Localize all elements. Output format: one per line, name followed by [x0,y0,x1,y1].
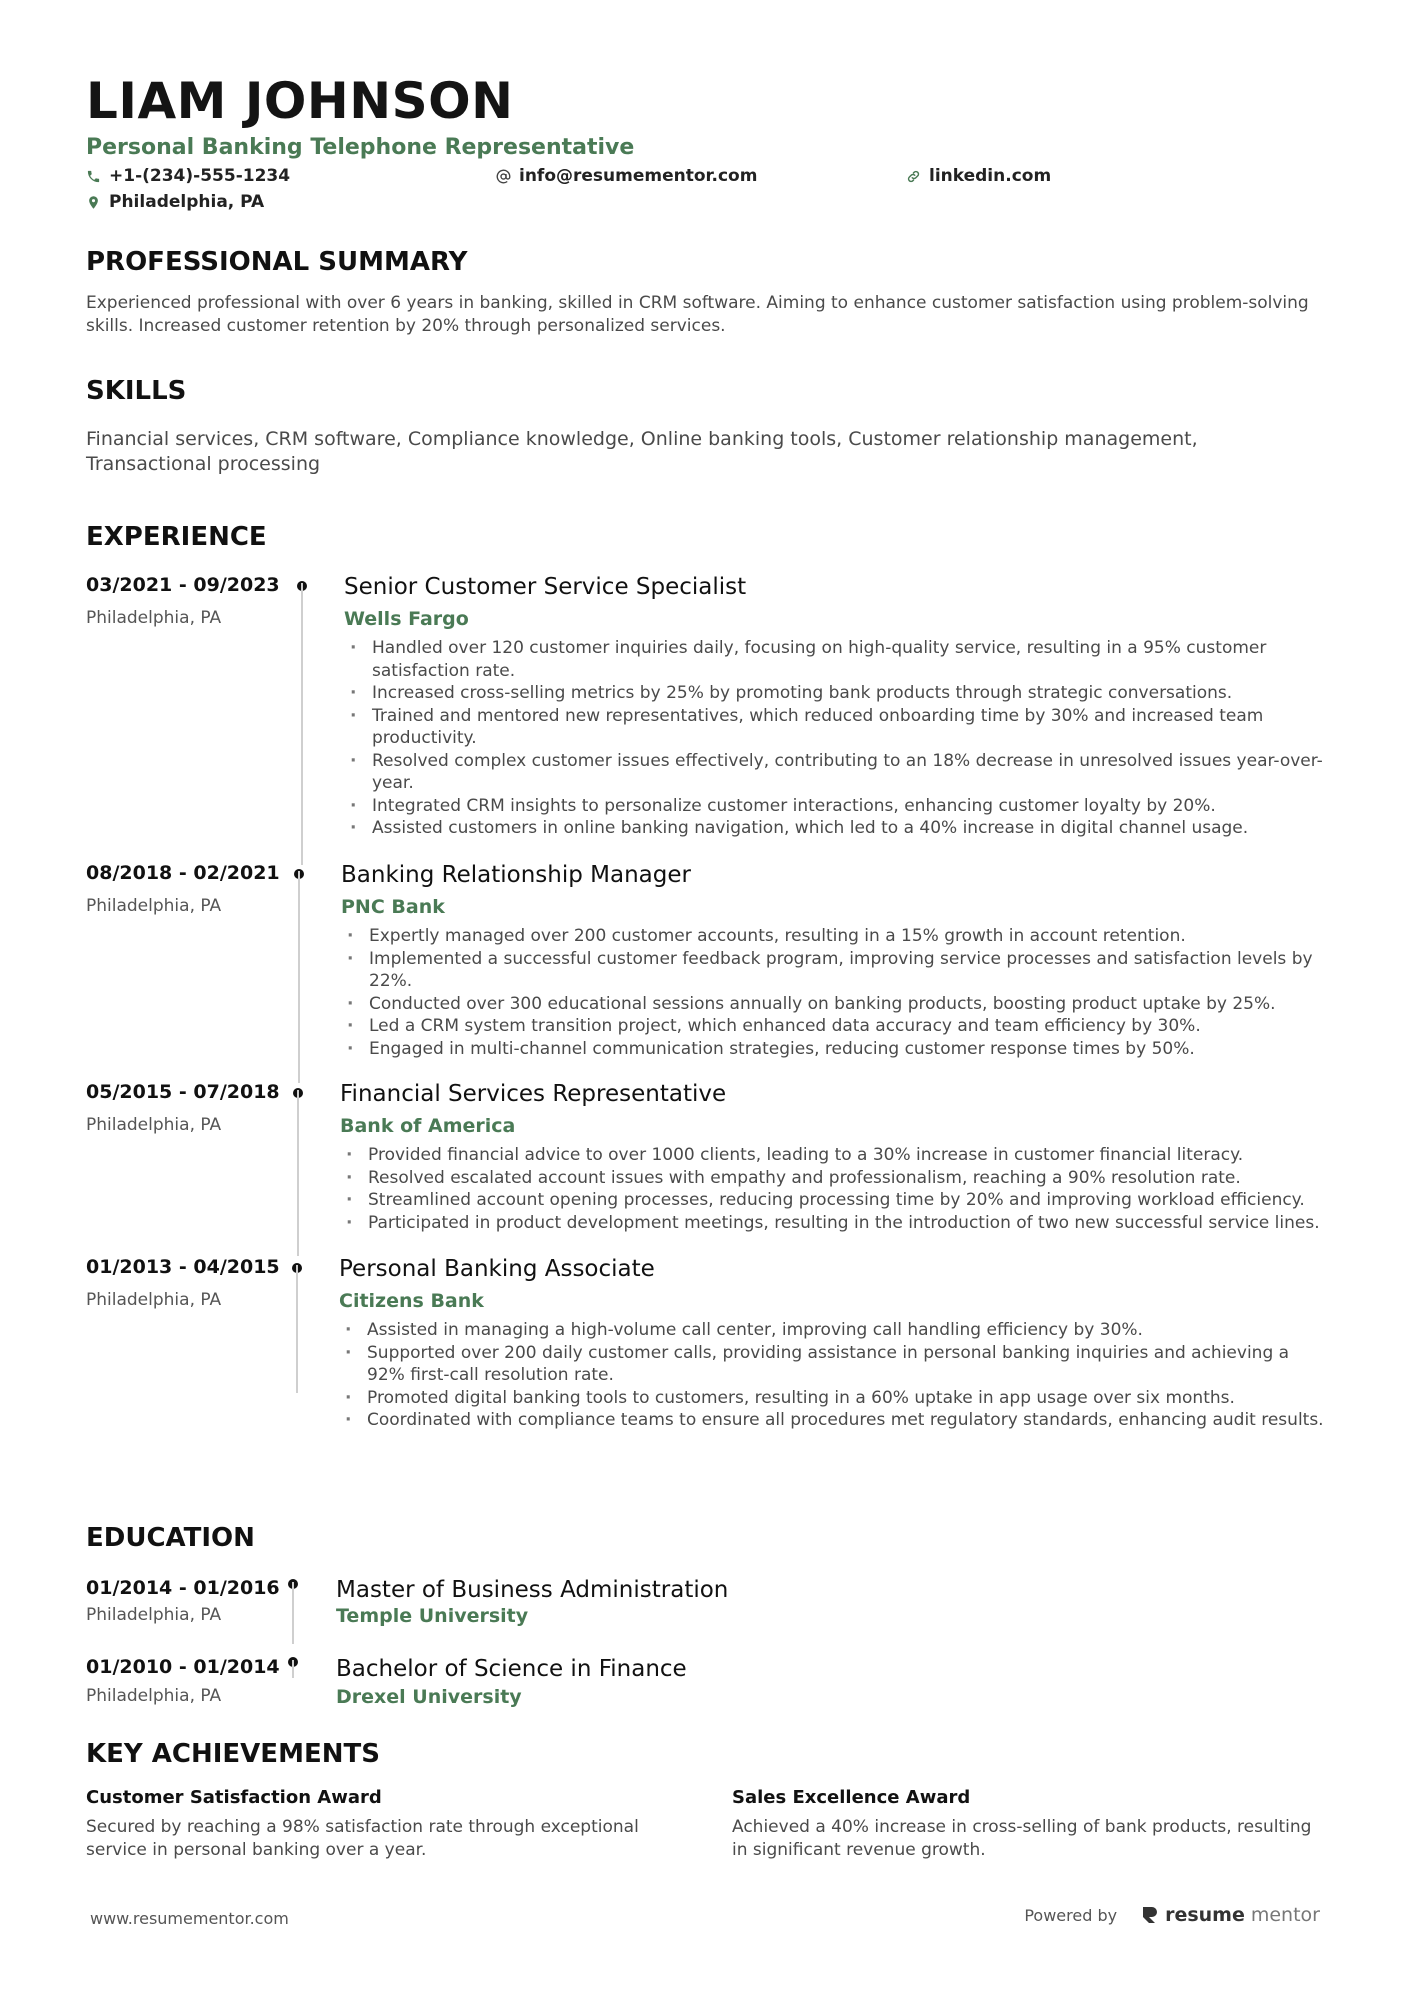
job-bullet: · Increased cross-selling metrics by 25% by promoting bank products through strategic conversations. [344,682,1334,705]
job-bullet: · Implemented a successful customer feedback program, improving service processes and satisfaction levels by 22%. [341,948,1331,993]
job-bullet: · Conducted over 300 educational sessions annually on banking products, boosting product uptake by 25%. [341,993,1331,1016]
timeline-line [292,1582,294,1644]
job-role: Banking Relationship Manager [341,862,691,888]
achievement-title: Sales Excellence Award [732,1787,971,1808]
timeline-line [292,1660,294,1678]
job-bullet: · Coordinated with compliance teams to ensure all procedures met regulatory standards, enhancing audit results. [339,1409,1329,1432]
job-title: Personal Banking Telephone Representative [86,135,635,160]
job-company: Bank of America [340,1115,516,1137]
job-bullet: · Engaged in multi-channel communication strategies, reducing customer response times by 50%. [341,1038,1331,1061]
job-location: Philadelphia, PA [86,896,222,916]
job-location: Philadelphia, PA [86,1290,222,1310]
education-degree: Bachelor of Science in Finance [336,1656,687,1682]
job-company: Wells Fargo [344,608,469,630]
achievements-section [86,1738,1326,1860]
job-role: Personal Banking Associate [339,1256,655,1282]
education-dates: 01/2014 - 01/2016 [86,1577,280,1599]
job-meta [86,573,286,629]
job-bullet: · Resolved escalated account issues with empathy and professionalism, reaching a 90% resolution rate. [340,1167,1330,1190]
education-details [336,1655,1326,1709]
job-bullets [340,1144,1330,1234]
contact-phone[interactable] [86,166,290,186]
contact-email[interactable] [496,166,757,186]
summary-heading: PROFESSIONAL SUMMARY [86,247,468,277]
powered-by-label: Powered by [1024,1905,1118,1925]
job-meta [86,1255,286,1311]
brand-logo[interactable] [1141,1904,1320,1926]
summary-section [86,246,1326,338]
contact-location [86,192,264,212]
timeline-line [297,1090,299,1256]
education-heading: EDUCATION [86,1523,255,1553]
job-bullet: · Supported over 200 daily customer calls, providing assistance in personal banking inquiries and achieving a 92% first-call resolution rate. [339,1342,1329,1387]
job-entry [86,1080,1326,1240]
job-bullet: · Led a CRM system transition project, which enhanced data accuracy and team efficiency by 30%. [341,1015,1331,1038]
job-dates: 03/2021 - 09/2023 [86,574,280,596]
job-details [344,573,1334,840]
achievement-desc: Secured by reaching a 98% satisfaction rate through exceptional service in personal banking over a year. [86,1817,639,1860]
contact-linkedin[interactable] [906,166,1051,186]
job-bullet: · Participated in product development meetings, resulting in the introduction of two new successful service lines. [340,1212,1330,1235]
location-text: Philadelphia, PA [109,192,265,212]
job-bullet: · Handled over 120 customer inquiries daily, focusing on high-quality service, resulting in a 95% customer satisfaction rate. [344,637,1334,682]
achievement-item [86,1786,666,1861]
achievement-item [732,1786,1326,1861]
footer-website[interactable]: www.resumementor.com [90,1909,289,1928]
skills-text: Financial services, CRM software, Compliance knowledge, Online banking tools, Customer relationship management, Transactional processing [86,428,1198,475]
job-bullet: · Resolved complex customer issues effectively, contributing to an 18% decrease in unresolved issues year-over-year. [344,750,1334,795]
education-meta [86,1655,286,1707]
candidate-name: LIAM JOHNSON [86,72,514,130]
education-section [86,1522,1326,1708]
job-bullet: · Integrated CRM insights to personalize customer interactions, enhancing customer loyalty by 20%. [344,795,1334,818]
experience-heading: EXPERIENCE [86,522,267,552]
education-entry [86,1655,1326,1715]
experience-section [86,521,1326,1430]
timeline-line [301,583,303,865]
job-dates: 08/2018 - 02/2021 [86,862,280,884]
job-entry [86,573,1326,843]
job-details [340,1080,1330,1234]
education-details [336,1576,1326,1628]
linkedin-text: linkedin.com [929,166,1052,186]
footer-branding [1024,1904,1320,1926]
education-location: Philadelphia, PA [86,1605,222,1625]
education-meta [86,1576,286,1626]
job-role: Senior Customer Service Specialist [344,574,747,600]
job-bullet: · Trained and mentored new representatives, which reduced onboarding time by 30% and increased team productivity. [344,705,1334,750]
brand-name-light: mentor [1250,1904,1320,1926]
job-location: Philadelphia, PA [86,1115,222,1135]
job-dates: 01/2013 - 04/2015 [86,1256,280,1278]
achievement-desc: Achieved a 40% increase in cross-selling of bank products, resulting in significant revenue growth. [732,1817,1312,1860]
job-company: PNC Bank [341,896,445,918]
email-text: info@resumementor.com [519,166,758,186]
link-icon [906,169,921,184]
achievements-heading: KEY ACHIEVEMENTS [86,1739,380,1769]
timeline-line [296,1265,298,1393]
job-bullets [344,637,1334,840]
summary-text: Experienced professional with over 6 years in banking, skilled in CRM software. Aiming to enhance customer satisfaction using problem-solving skills. Increased customer retention by 20% through personalized services. [86,293,1309,336]
education-degree: Master of Business Administration [336,1577,729,1603]
job-meta [86,1080,286,1136]
phone-text: +1-(234)-555-1234 [109,166,291,186]
achievement-title: Customer Satisfaction Award [86,1787,382,1808]
phone-icon [86,169,101,184]
job-bullet: · Promoted digital banking tools to customers, resulting in a 60% uptake in app usage over six months. [339,1387,1329,1410]
job-bullet: · Provided financial advice to over 1000 clients, leading to a 30% increase in customer financial literacy. [340,1144,1330,1167]
resumementor-logo-icon [1141,1905,1159,1925]
education-school: Drexel University [336,1686,522,1708]
job-entry [86,861,1326,1061]
job-details [341,861,1331,1060]
education-school: Temple University [336,1605,529,1627]
job-meta [86,861,286,917]
job-bullet: · Assisted in managing a high-volume call center, improving call handling efficiency by 30%. [339,1319,1329,1342]
job-bullet: · Assisted customers in online banking navigation, which led to a 40% increase in digital channel usage. [344,817,1334,840]
job-bullet: · Streamlined account opening processes, reducing processing time by 20% and improving workload efficiency. [340,1189,1330,1212]
job-entry [86,1255,1326,1430]
at-icon [496,169,511,184]
timeline-line [298,871,300,1083]
skills-heading: SKILLS [86,376,187,406]
resume-page [86,70,1326,1860]
job-company: Citizens Bank [339,1290,484,1312]
job-bullet: · Expertly managed over 200 customer accounts, resulting in a 15% growth in account retention. [341,925,1331,948]
job-role: Financial Services Representative [340,1081,727,1107]
education-dates: 01/2010 - 01/2014 [86,1656,280,1678]
contact-info [86,166,1326,218]
brand-name-bold: resume [1165,1904,1245,1926]
education-entry [86,1576,1326,1646]
job-dates: 05/2015 - 07/2018 [86,1081,280,1103]
location-pin-icon [86,195,101,210]
job-bullets [341,925,1331,1060]
job-location: Philadelphia, PA [86,608,222,628]
skills-section [86,375,1326,477]
job-details [339,1255,1329,1432]
job-bullets [339,1319,1329,1432]
education-location: Philadelphia, PA [86,1686,222,1706]
